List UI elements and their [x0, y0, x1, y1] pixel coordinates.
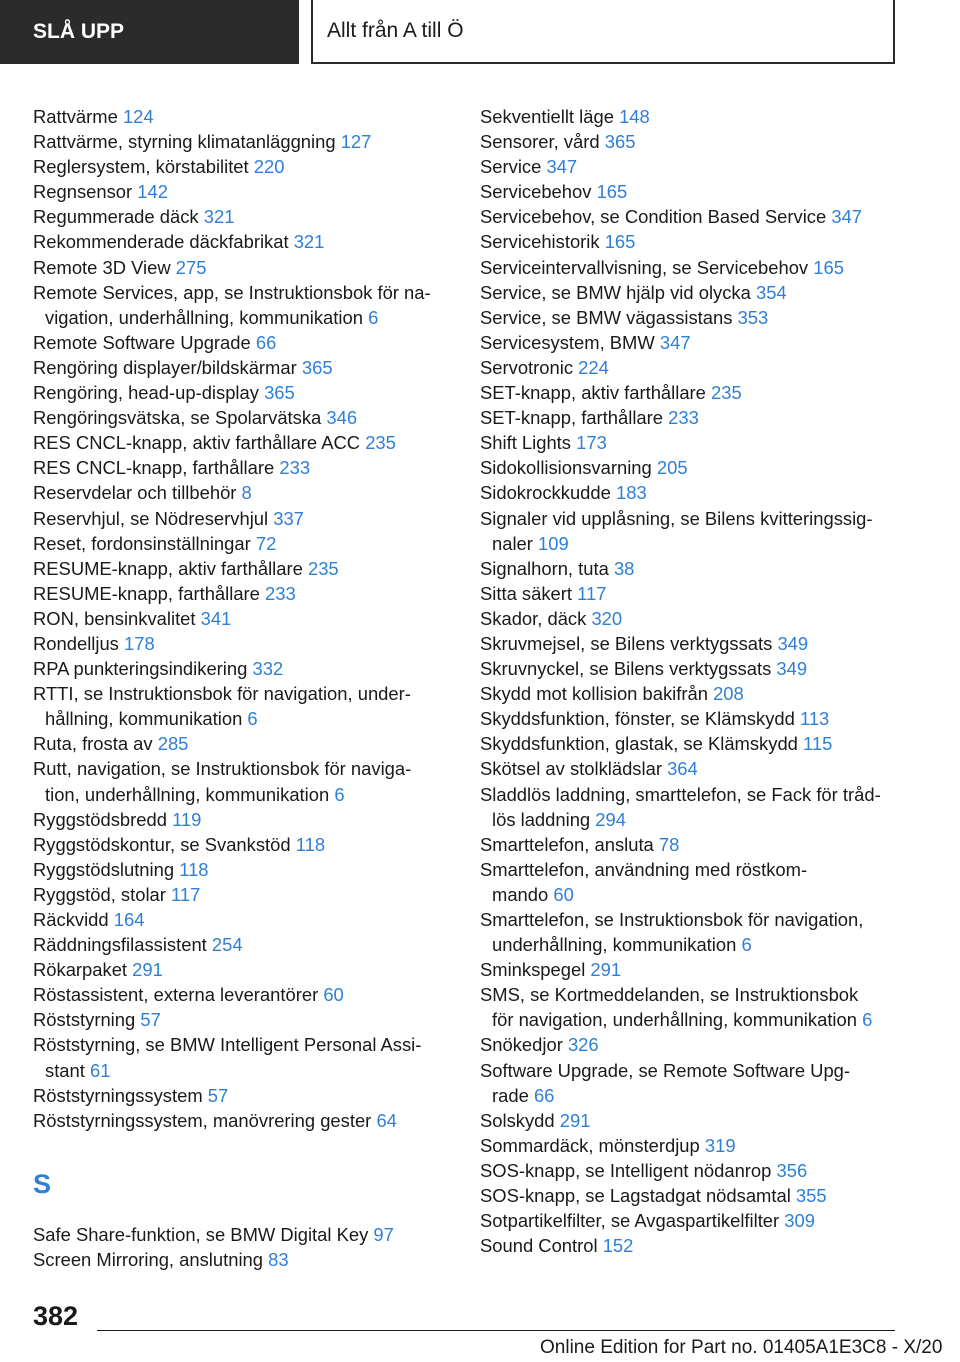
entry-page-link[interactable]: 115 — [803, 733, 833, 755]
index-entry — [480, 957, 900, 982]
index-entry — [480, 782, 900, 832]
entry-page-link[interactable]: 124 — [122, 106, 154, 127]
index-entry — [480, 606, 900, 631]
entry-page-link[interactable]: 117 — [577, 582, 607, 604]
index-entry — [480, 380, 900, 405]
index-entry — [33, 1007, 453, 1032]
entry-term-continued: lös laddning — [492, 808, 591, 830]
entry-term: Räckvidd — [33, 909, 109, 930]
entry-page-link[interactable]: 365 — [264, 382, 295, 404]
index-entry — [480, 405, 900, 430]
index-entry — [480, 907, 900, 957]
entry-page-link[interactable]: 64 — [376, 1109, 397, 1131]
index-column-right — [480, 104, 900, 1258]
entry-term-continued: naler — [492, 532, 533, 554]
index-entry — [33, 255, 453, 280]
entry-page-link[interactable]: 113 — [799, 708, 830, 730]
entry-page-link[interactable]: 332 — [252, 658, 284, 680]
index-entry — [480, 681, 900, 706]
entry-page-link[interactable]: 165 — [604, 231, 636, 253]
entry-term: SOS-knapp, se Intelligent nödanrop — [480, 1159, 772, 1181]
entry-term: Snökedjor — [480, 1034, 563, 1056]
entry-term: RESUME-knapp, farthållare — [33, 582, 260, 604]
index-entry — [33, 606, 453, 631]
entry-term: Rökarpaket — [33, 959, 128, 981]
index-entry — [33, 1222, 453, 1247]
entry-term: Skydd mot kollision bakifrån — [480, 683, 708, 705]
entry-term: Sladdlös laddning, smarttelefon, se Fack för tråd- — [480, 783, 881, 805]
index-entry — [33, 807, 453, 832]
index-entry — [480, 1233, 900, 1258]
entry-term: Sensorer, vård — [480, 131, 600, 153]
entry-page-link[interactable]: 365 — [301, 356, 333, 378]
entry-page-link[interactable]: 8 — [241, 482, 252, 504]
entry-page-link[interactable]: 183 — [615, 482, 647, 504]
entry-term: SOS-knapp, se Lagstadgat nödsamtal — [480, 1185, 791, 1207]
entry-term: Röststyrningssystem — [33, 1084, 203, 1106]
entry-term: Ryggstödskontur, se Svankstöd — [33, 833, 291, 855]
entry-page-link[interactable]: 309 — [784, 1210, 815, 1232]
index-entry — [33, 982, 453, 1007]
entry-page-link[interactable]: 6 — [368, 306, 379, 328]
index-entry — [33, 480, 453, 505]
entry-page-link[interactable]: 57 — [207, 1084, 229, 1106]
entry-page-link[interactable]: 148 — [619, 106, 650, 127]
index-entry — [480, 229, 900, 254]
entry-term: Smarttelefon, användning med röstkom- — [480, 858, 808, 880]
entry-page-link[interactable]: 275 — [175, 256, 207, 278]
entry-page-link[interactable]: 347 — [831, 206, 863, 228]
entry-term: Räddningsfilassistent — [33, 934, 207, 956]
entry-page-link[interactable]: 142 — [137, 181, 168, 203]
entry-term: Sitta säkert — [480, 582, 572, 604]
entry-page-link[interactable]: 66 — [533, 1084, 555, 1106]
entry-page-link[interactable]: 224 — [578, 356, 609, 378]
entry-page-link[interactable]: 355 — [795, 1185, 827, 1207]
entry-page-link[interactable]: 326 — [567, 1034, 599, 1056]
entry-page-link[interactable]: 285 — [157, 733, 189, 755]
entry-term: Signaler vid upplåsning, se Bilens kvitteringssig- — [480, 507, 873, 529]
entry-term: RPA punkteringsindikering — [33, 658, 248, 680]
entry-page-link[interactable]: 6 — [741, 934, 752, 956]
entry-page-link[interactable]: 117 — [171, 883, 201, 905]
entry-term-continued: rade — [492, 1084, 529, 1106]
entry-page-link[interactable]: 235 — [307, 557, 339, 579]
index-entry — [33, 405, 453, 430]
entry-term: Skyddsfunktion, fönster, se Klämskydd — [480, 708, 795, 730]
index-entry — [33, 832, 453, 857]
entry-term: Rattvärme, styrning klimatanläggning — [33, 131, 336, 153]
index-entry — [33, 1108, 453, 1133]
entry-page-link[interactable]: 118 — [179, 858, 209, 880]
index-entry — [480, 1058, 900, 1108]
index-entry — [480, 455, 900, 480]
entry-term-continued: mando — [492, 883, 549, 905]
entry-term: Servicesystem, BMW — [480, 331, 655, 353]
entry-term: RESUME-knapp, aktiv farthållare — [33, 557, 303, 579]
index-entry — [33, 129, 453, 154]
entry-term: Skyddsfunktion, glastak, se Klämskydd — [480, 733, 798, 755]
entry-term: Rengöring displayer/bildskärmar — [33, 356, 297, 378]
entry-term: Rengöring, head-up-display — [33, 382, 259, 404]
entry-page-link[interactable]: 97 — [373, 1223, 394, 1245]
entry-term: Reset, fordonsinställningar — [33, 532, 251, 554]
entry-term: Sminkspegel — [480, 959, 586, 981]
entry-term: Ryggstöd, stolar — [33, 883, 166, 905]
entry-page-link[interactable]: 291 — [559, 1109, 591, 1131]
entry-page-link[interactable]: 349 — [776, 658, 808, 680]
index-entry — [480, 706, 900, 731]
index-entry — [480, 305, 900, 330]
entry-term: Sekventiellt läge — [480, 106, 614, 127]
entry-page-link[interactable]: 319 — [704, 1134, 736, 1156]
entry-term: Servicebehov, se Condition Based Service — [480, 206, 827, 228]
entry-term: Remote Services, app, se Instruktionsbok för na- — [33, 281, 431, 303]
entry-term: Regummerade däck — [33, 206, 199, 228]
section-tab: SLÅ UPP — [0, 0, 299, 64]
entry-page-link[interactable]: 233 — [668, 407, 699, 429]
entry-page-link[interactable]: 6 — [862, 1009, 873, 1031]
index-entry — [33, 104, 453, 129]
entry-page-link[interactable]: 233 — [265, 582, 296, 604]
entry-term: Reservhjul, se Nödreservhjul — [33, 507, 269, 529]
entry-term: SMS, se Kortmeddelanden, se Instruktionsbok — [480, 984, 859, 1006]
entry-page-link[interactable]: 173 — [576, 432, 607, 454]
entry-term: Service — [480, 156, 542, 178]
entry-page-link[interactable]: 178 — [124, 632, 155, 654]
index-entry — [33, 380, 453, 405]
index-entry — [480, 756, 900, 781]
index-entry — [480, 480, 900, 505]
index-entry — [33, 531, 453, 556]
entry-term: Signalhorn, tuta — [480, 557, 609, 579]
entry-term: Reservdelar och tillbehör — [33, 482, 237, 504]
index-entry — [480, 1158, 900, 1183]
entry-page-link[interactable]: 364 — [667, 758, 698, 780]
entry-page-link[interactable]: 6 — [334, 783, 345, 805]
index-entry — [480, 280, 900, 305]
index-entry — [33, 756, 453, 806]
index-entry — [33, 882, 453, 907]
entry-page-link[interactable]: 165 — [813, 256, 844, 278]
entry-term: Regnsensor — [33, 181, 133, 203]
entry-page-link[interactable]: 235 — [365, 432, 396, 454]
entry-term: Smarttelefon, ansluta — [480, 833, 654, 855]
entry-page-link[interactable]: 61 — [90, 1059, 111, 1081]
entry-term: Ryggstödslutning — [33, 858, 175, 880]
index-entry — [33, 506, 453, 531]
chapter-title: Allt från A till Ö — [311, 0, 895, 64]
index-entry — [480, 631, 900, 656]
entry-page-link[interactable]: 6 — [247, 708, 258, 730]
entry-page-link[interactable]: 72 — [255, 532, 277, 554]
index-entry — [480, 1032, 900, 1057]
entry-page-link[interactable]: 208 — [713, 683, 744, 705]
entry-page-link[interactable]: 38 — [613, 557, 635, 579]
entry-term: Rekommenderade däckfabrikat — [33, 231, 289, 253]
entry-page-link[interactable]: 235 — [711, 382, 742, 404]
entry-term: RES CNCL-knapp, aktiv farthållare ACC — [33, 432, 361, 454]
entry-term: Sidokrockkudde — [480, 482, 611, 504]
index-entry — [33, 1247, 453, 1272]
entry-page-link[interactable]: 321 — [293, 231, 325, 253]
entry-term-continued: för navigation, underhållning, kommunikation — [492, 1009, 857, 1031]
entry-term: Rengöringsvätska, se Spolarvätska — [33, 407, 322, 429]
entry-page-link[interactable]: 205 — [656, 457, 688, 479]
index-entry — [33, 154, 453, 179]
index-entry — [480, 982, 900, 1032]
letter-heading: S — [33, 1168, 52, 1199]
entry-page-link[interactable]: 78 — [658, 833, 680, 855]
index-entry — [480, 129, 900, 154]
entry-page-link[interactable]: 347 — [659, 331, 691, 353]
entry-term: Rondelljus — [33, 632, 119, 654]
entry-page-link[interactable]: 365 — [604, 131, 636, 153]
index-entry — [480, 1183, 900, 1208]
index-column-left — [33, 104, 453, 1272]
entry-page-link[interactable]: 66 — [255, 331, 277, 353]
entry-term: Screen Mirroring, anslutning — [33, 1248, 263, 1270]
index-entry — [33, 330, 453, 355]
entry-page-link[interactable]: 320 — [591, 607, 623, 629]
index-entry — [33, 204, 453, 229]
index-entry — [33, 179, 453, 204]
entry-page-link[interactable]: 118 — [295, 833, 326, 855]
entry-term: Service, se BMW vägassistans — [480, 306, 733, 328]
entry-term-continued: stant — [45, 1059, 85, 1081]
index-entry — [480, 255, 900, 280]
entry-page-link[interactable]: 119 — [172, 808, 202, 830]
page-number: 382 — [33, 1301, 79, 1331]
index-entry — [33, 631, 453, 656]
index-entry — [33, 355, 453, 380]
entry-term-continued: underhållning, kommunikation — [492, 934, 737, 956]
entry-page-link[interactable]: 291 — [132, 959, 163, 981]
index-entry — [480, 179, 900, 204]
index-entry — [33, 280, 453, 330]
index-entry — [33, 731, 453, 756]
entry-term: Ryggstödsbredd — [33, 808, 167, 830]
entry-term: Serviceintervallvisning, se Servicebehov — [480, 256, 809, 278]
index-entry — [33, 857, 453, 882]
entry-term: Skruvmejsel, se Bilens verktygssats — [480, 632, 773, 654]
entry-page-link[interactable]: 164 — [113, 909, 145, 930]
entry-term: Röststyrningssystem, manövrering gester — [33, 1109, 372, 1131]
entry-term: Röststyrning, se BMW Intelligent Personal Assi- — [33, 1034, 422, 1056]
entry-page-link[interactable]: 321 — [203, 206, 235, 228]
index-entry — [480, 104, 900, 129]
footer-divider — [97, 1330, 895, 1331]
entry-term: Sidokollisionsvarning — [480, 457, 652, 479]
entry-page-link[interactable]: 294 — [595, 808, 626, 830]
entry-term: Remote 3D View — [33, 256, 171, 278]
index-entry — [480, 556, 900, 581]
index-entry — [33, 681, 453, 731]
entry-term: Sotpartikelfilter, se Avgaspartikelfilter — [480, 1210, 780, 1232]
entry-term: Servicebehov — [480, 181, 592, 203]
entry-page-link[interactable]: 152 — [602, 1235, 634, 1257]
entry-term: Skötsel av stolklädslar — [480, 758, 662, 780]
index-entry — [33, 455, 453, 480]
entry-term: Servotronic — [480, 356, 574, 378]
index-entry — [480, 355, 900, 380]
entry-term: Remote Software Upgrade — [33, 331, 251, 353]
index-entry — [33, 556, 453, 581]
index-entry — [33, 229, 453, 254]
entry-page-link[interactable]: 349 — [777, 632, 809, 654]
entry-term: RON, bensinkvalitet — [33, 607, 196, 629]
entry-term: Shift Lights — [480, 432, 571, 454]
index-entry — [480, 581, 900, 606]
index-entry — [480, 1108, 900, 1133]
entry-term: Röstassistent, externa leverantörer — [33, 984, 319, 1006]
index-entry — [33, 957, 453, 982]
entry-term: Safe Share-funktion, se BMW Digital Key — [33, 1223, 369, 1245]
entry-page-link[interactable]: 165 — [596, 181, 628, 203]
index-entry — [480, 656, 900, 681]
index-entry — [480, 1133, 900, 1158]
entry-page-link[interactable]: 57 — [140, 1009, 161, 1031]
entry-page-link[interactable]: 356 — [776, 1159, 808, 1181]
index-entry — [480, 430, 900, 455]
entry-term: Rattvärme — [33, 106, 118, 127]
index-entry — [480, 731, 900, 756]
entry-term: SET-knapp, farthållare — [480, 407, 663, 429]
entry-page-link[interactable]: 83 — [268, 1248, 289, 1270]
entry-page-link[interactable]: 354 — [755, 281, 787, 303]
index-entry — [480, 154, 900, 179]
entry-term: Software Upgrade, se Remote Software Upg- — [480, 1059, 851, 1081]
index-entry — [480, 1208, 900, 1233]
index-entry — [480, 832, 900, 857]
entry-term: Solskydd — [480, 1109, 555, 1131]
entry-page-link[interactable]: 346 — [326, 407, 358, 429]
entry-page-link[interactable]: 127 — [340, 131, 372, 153]
entry-page-link[interactable]: 60 — [553, 883, 574, 905]
entry-term: Skruvnyckel, se Bilens verktygssats — [480, 658, 772, 680]
entry-term: Ruta, frosta av — [33, 733, 153, 755]
entry-page-link[interactable]: 291 — [590, 959, 622, 981]
entry-page-link[interactable]: 341 — [200, 607, 232, 629]
index-entry — [33, 1083, 453, 1108]
index-entry — [480, 506, 900, 556]
entry-term: RTTI, se Instruktionsbok för navigation, under- — [33, 683, 411, 705]
index-entry — [33, 932, 453, 957]
entry-page-link[interactable]: 60 — [323, 984, 344, 1006]
entry-page-link[interactable]: 254 — [211, 934, 243, 956]
entry-term: SET-knapp, aktiv farthållare — [480, 382, 706, 404]
index-entry — [33, 656, 453, 681]
entry-page-link[interactable]: 337 — [273, 507, 304, 529]
entry-term-continued: hållning, kommunikation — [45, 708, 243, 730]
index-entry — [33, 581, 453, 606]
index-entry — [480, 204, 900, 229]
index-entry — [33, 907, 453, 932]
index-entry — [480, 857, 900, 907]
entry-page-link[interactable]: 233 — [279, 457, 311, 479]
entry-term: Sommardäck, mönsterdjup — [480, 1134, 700, 1156]
index-entry — [33, 1032, 453, 1082]
footer-edition: Online Edition for Part no. 01405A1E3C8 - X/20 — [540, 1337, 943, 1358]
entry-term-continued: vigation, underhållning, kommunikation — [45, 306, 363, 328]
entry-term: Röststyrning — [33, 1009, 136, 1031]
entry-page-link[interactable]: 109 — [538, 532, 569, 554]
entry-term: Smarttelefon, se Instruktionsbok för navigation, — [480, 909, 864, 930]
entry-term: Service, se BMW hjälp vid olycka — [480, 281, 751, 303]
index-entry — [480, 330, 900, 355]
entry-page-link[interactable]: 220 — [253, 156, 285, 178]
entry-term: RES CNCL-knapp, farthållare — [33, 457, 275, 479]
index-entry — [33, 430, 453, 455]
entry-term: Rutt, navigation, se Instruktionsbok för naviga- — [33, 758, 412, 780]
entry-term: Skador, däck — [480, 607, 587, 629]
entry-term: Servicehistorik — [480, 231, 600, 253]
entry-page-link[interactable]: 347 — [546, 156, 578, 178]
entry-term: Reglersystem, körstabilitet — [33, 156, 249, 178]
entry-term: Sound Control — [480, 1235, 598, 1257]
entry-page-link[interactable]: 353 — [737, 306, 769, 328]
entry-term-continued: tion, underhållning, kommunikation — [45, 783, 330, 805]
